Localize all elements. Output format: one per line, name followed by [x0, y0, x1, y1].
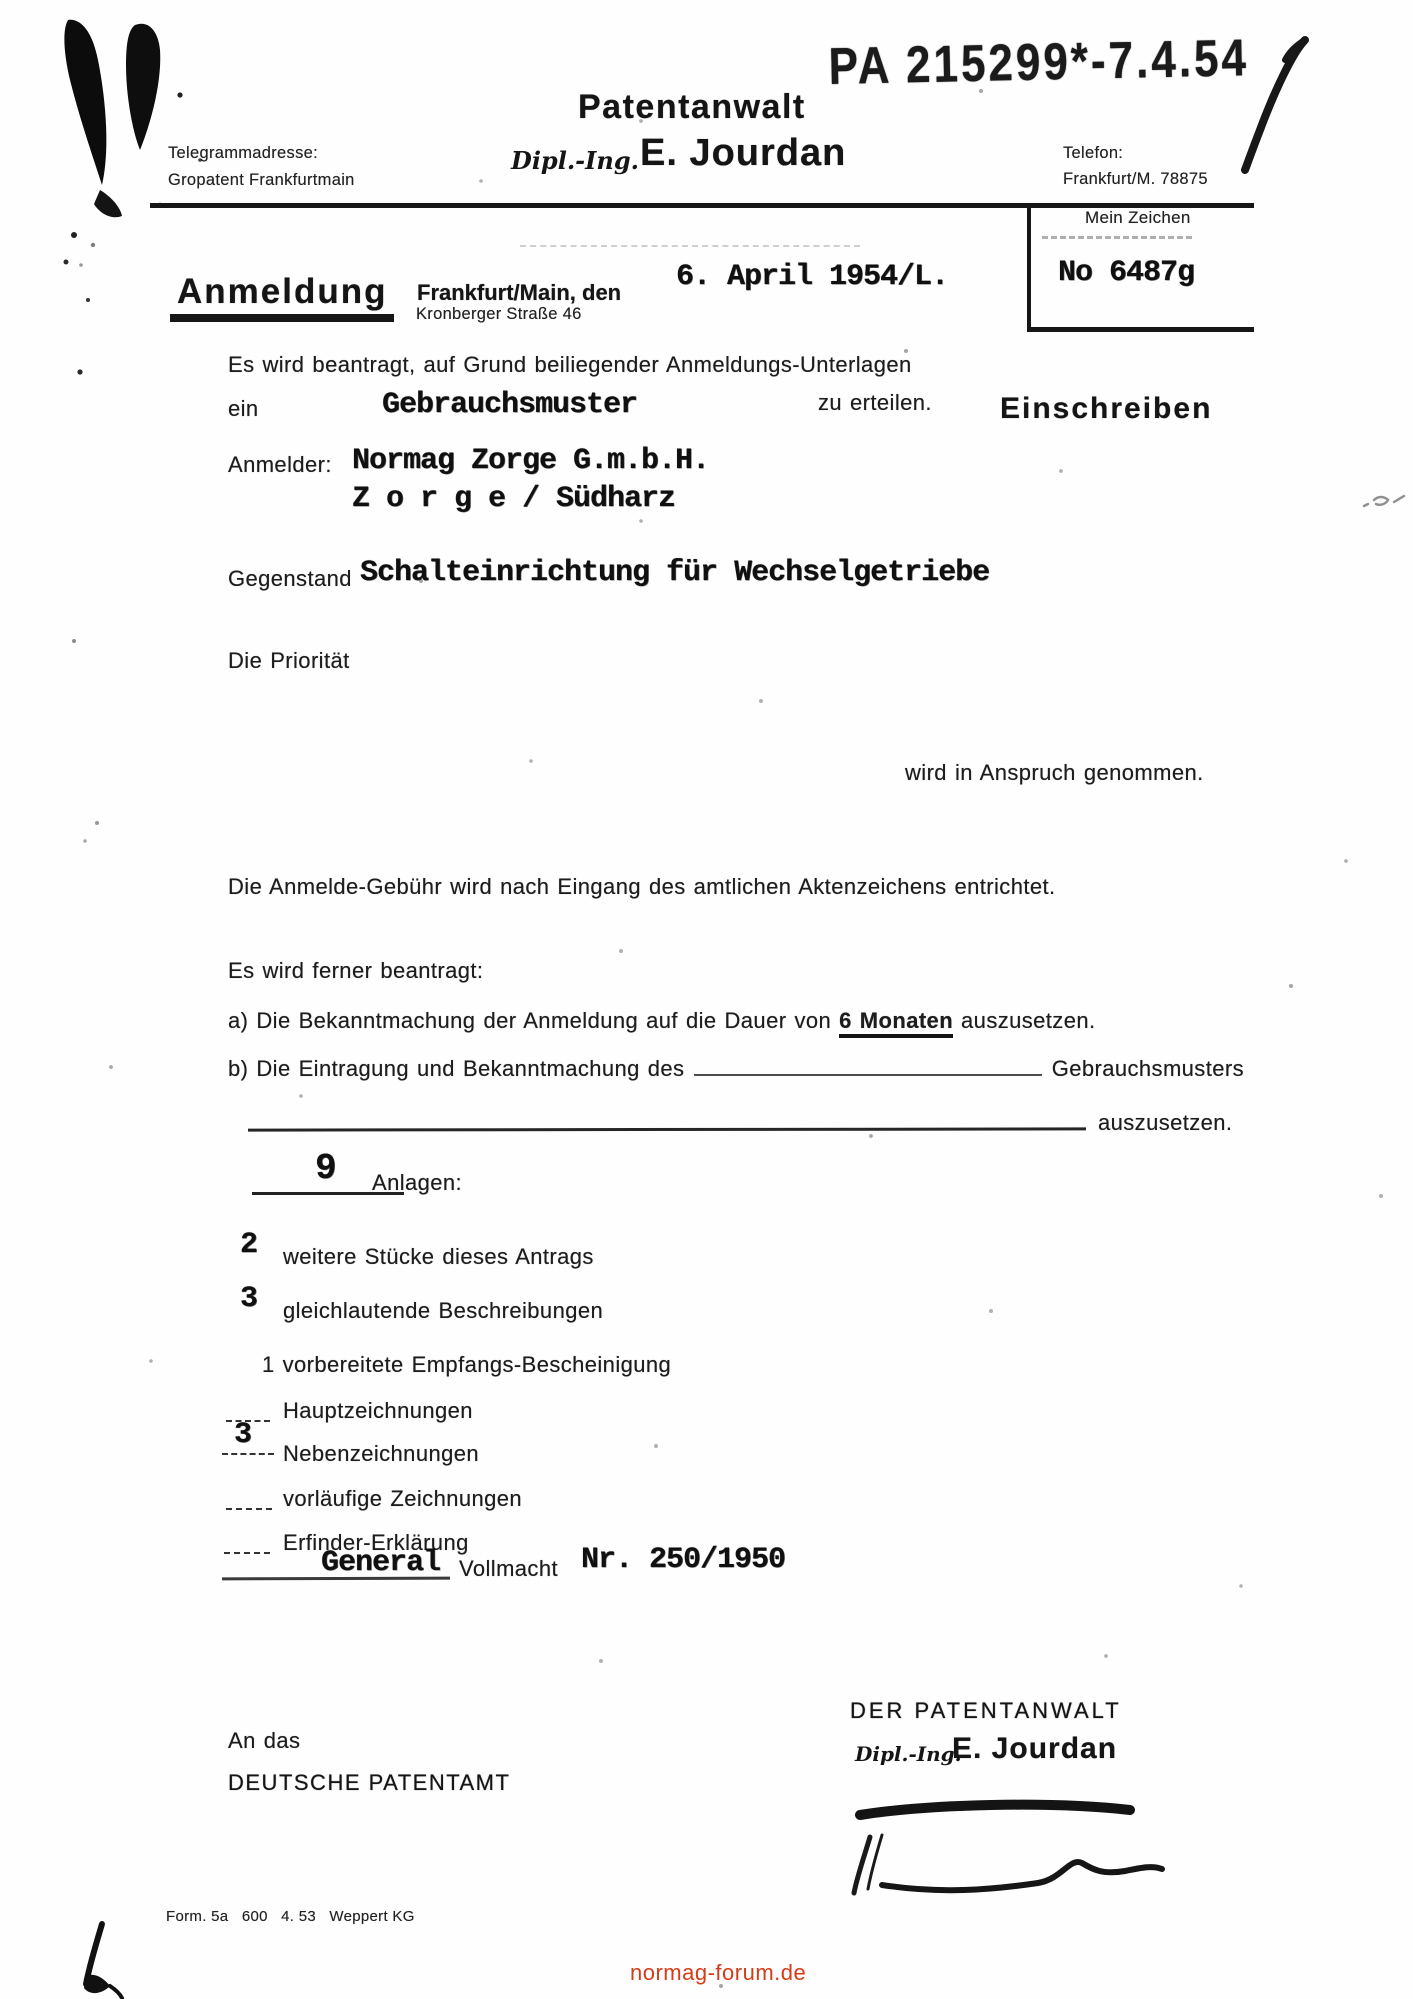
fee-note: Die Anmelde-Gebühr wird nach Eingang des amtlichen Aktenzeichens entrichtet. — [228, 874, 1056, 899]
addressee-line-1: An das — [228, 1728, 301, 1753]
date-value: 6. April 1954/L. — [676, 260, 949, 294]
letterhead-title: Patentanwalt — [578, 88, 806, 126]
grant-phrase: zu erteilen. — [818, 390, 932, 415]
further-request-item-b — [228, 1056, 1244, 1082]
reference-box-left-border — [1027, 203, 1031, 331]
enclosure-text: Hauptzeichnungen — [283, 1398, 473, 1423]
article-word: ein — [228, 396, 259, 421]
addressee-line-2: DEUTSCHE PATENTAMT — [228, 1770, 511, 1795]
form-title: Anmeldung — [177, 272, 388, 311]
signature-scribble — [840, 1795, 1180, 1905]
enclosure-count: 9 — [315, 1148, 336, 1189]
ink-blotch-artifact — [40, 0, 240, 440]
phone-value: Frankfurt/M. 78875 — [1063, 170, 1208, 188]
item-a-duration: 6 Monaten — [839, 1008, 953, 1038]
enclosure-text: 1 vorbereitete Empfangs-Bescheinigung — [262, 1352, 672, 1377]
enclosure-text: vorläufige Zeichnungen — [283, 1486, 523, 1511]
pencil-squiggle-artifact — [1360, 490, 1410, 514]
enclosure-blank-line — [224, 1550, 270, 1554]
stamp-ghost-marks — [1042, 236, 1192, 239]
handwritten-corner-mark — [58, 1918, 148, 1999]
applicant-label: Anmelder: — [228, 452, 332, 477]
enclosures-label: Anlagen: — [372, 1170, 463, 1195]
subject-label: Gegenstand — [228, 566, 352, 591]
priority-claim: wird in Anspruch genommen. — [905, 760, 1204, 785]
applicant-name: Normag Zorge G.m.b.H. — [352, 444, 710, 478]
enclosure-blank-line — [226, 1506, 272, 1510]
enclosure-text: gleichlautende Beschreibungen — [283, 1298, 604, 1323]
letterhead-name: E. Jourdan — [640, 132, 847, 174]
handwritten-page-number-stroke — [1205, 30, 1325, 180]
form-title-underline — [170, 314, 394, 322]
item-a-prefix: a) Die Bekanntmachung der Anmeldung auf die Dauer von — [228, 1008, 840, 1033]
enclosure-qty: 3 — [240, 1282, 258, 1316]
letterhead-name-prefix: Dipl.-Ing. — [511, 146, 639, 175]
protection-type-value: Gebrauchsmuster — [382, 388, 638, 422]
reference-box-bottom-border — [1027, 327, 1254, 332]
receipt-stamp: PA 215299*-7.4.54 — [828, 29, 1250, 96]
enclosure-text: Erfinder-Erklärung — [283, 1530, 469, 1555]
street-line: Kronberger Straße 46 — [416, 305, 582, 323]
power-of-attorney-prefix: General — [321, 1546, 441, 1580]
scan-dash-artifact — [520, 245, 860, 247]
item-b-suffix: Gebrauchsmusters — [1051, 1056, 1244, 1081]
signature-name-prefix: Dipl.-Ing. — [855, 1742, 962, 1766]
subject-value: Schalteinrichtung für Wechselgetriebe — [360, 556, 990, 590]
further-requests-intro: Es wird ferner beantragt: — [228, 958, 484, 983]
item-b-blank-line — [694, 1062, 1041, 1076]
telegram-address-value: Gropatent Frankfurtmain — [168, 171, 355, 189]
enclosure-qty-underline — [222, 1452, 274, 1455]
request-line: Es wird beantragt, auf Grund beiliegender Anmeldungs-Unterlagen — [228, 352, 912, 377]
scan-speckles — [0, 0, 2, 2]
watermark-text: normag-forum.de — [630, 1960, 807, 1985]
reference-value: No 6487g — [1058, 256, 1195, 290]
reference-label: Mein Zeichen — [1085, 208, 1191, 227]
registered-mail-note: Einschreiben — [1000, 392, 1213, 425]
further-request-item-a — [228, 1008, 1095, 1034]
item-b-prefix: b) Die Eintragung und Bekanntmachung des — [228, 1056, 685, 1081]
item-b-end-word: auszusetzen. — [1098, 1110, 1233, 1135]
phone-label: Telefon: — [1063, 144, 1124, 162]
applicant-place: Z o r g e / Südharz — [352, 482, 676, 516]
form-note: Form. 5a 600 4. 53 Weppert KG — [166, 1908, 415, 1925]
power-of-attorney-number: Nr. 250/1950 — [581, 1543, 786, 1577]
enclosure-text: weitere Stücke dieses Antrags — [283, 1244, 594, 1269]
enclosure-qty: 2 — [240, 1228, 258, 1262]
item-a-suffix: auszusetzen. — [953, 1008, 1096, 1033]
priority-label: Die Priorität — [228, 648, 350, 673]
signature-title: DER PATENTANWALT — [850, 1698, 1122, 1723]
enclosure-text: Nebenzeichnungen — [283, 1441, 479, 1466]
signature-name: E. Jourdan — [952, 1732, 1118, 1765]
item-b-continuation-line — [248, 1127, 1086, 1131]
power-of-attorney-label: Vollmacht — [459, 1556, 558, 1581]
enclosure-qty: 3 — [234, 1418, 252, 1452]
telegram-address-label: Telegrammadresse: — [168, 144, 318, 162]
place-date-label: Frankfurt/Main, den — [417, 280, 622, 305]
